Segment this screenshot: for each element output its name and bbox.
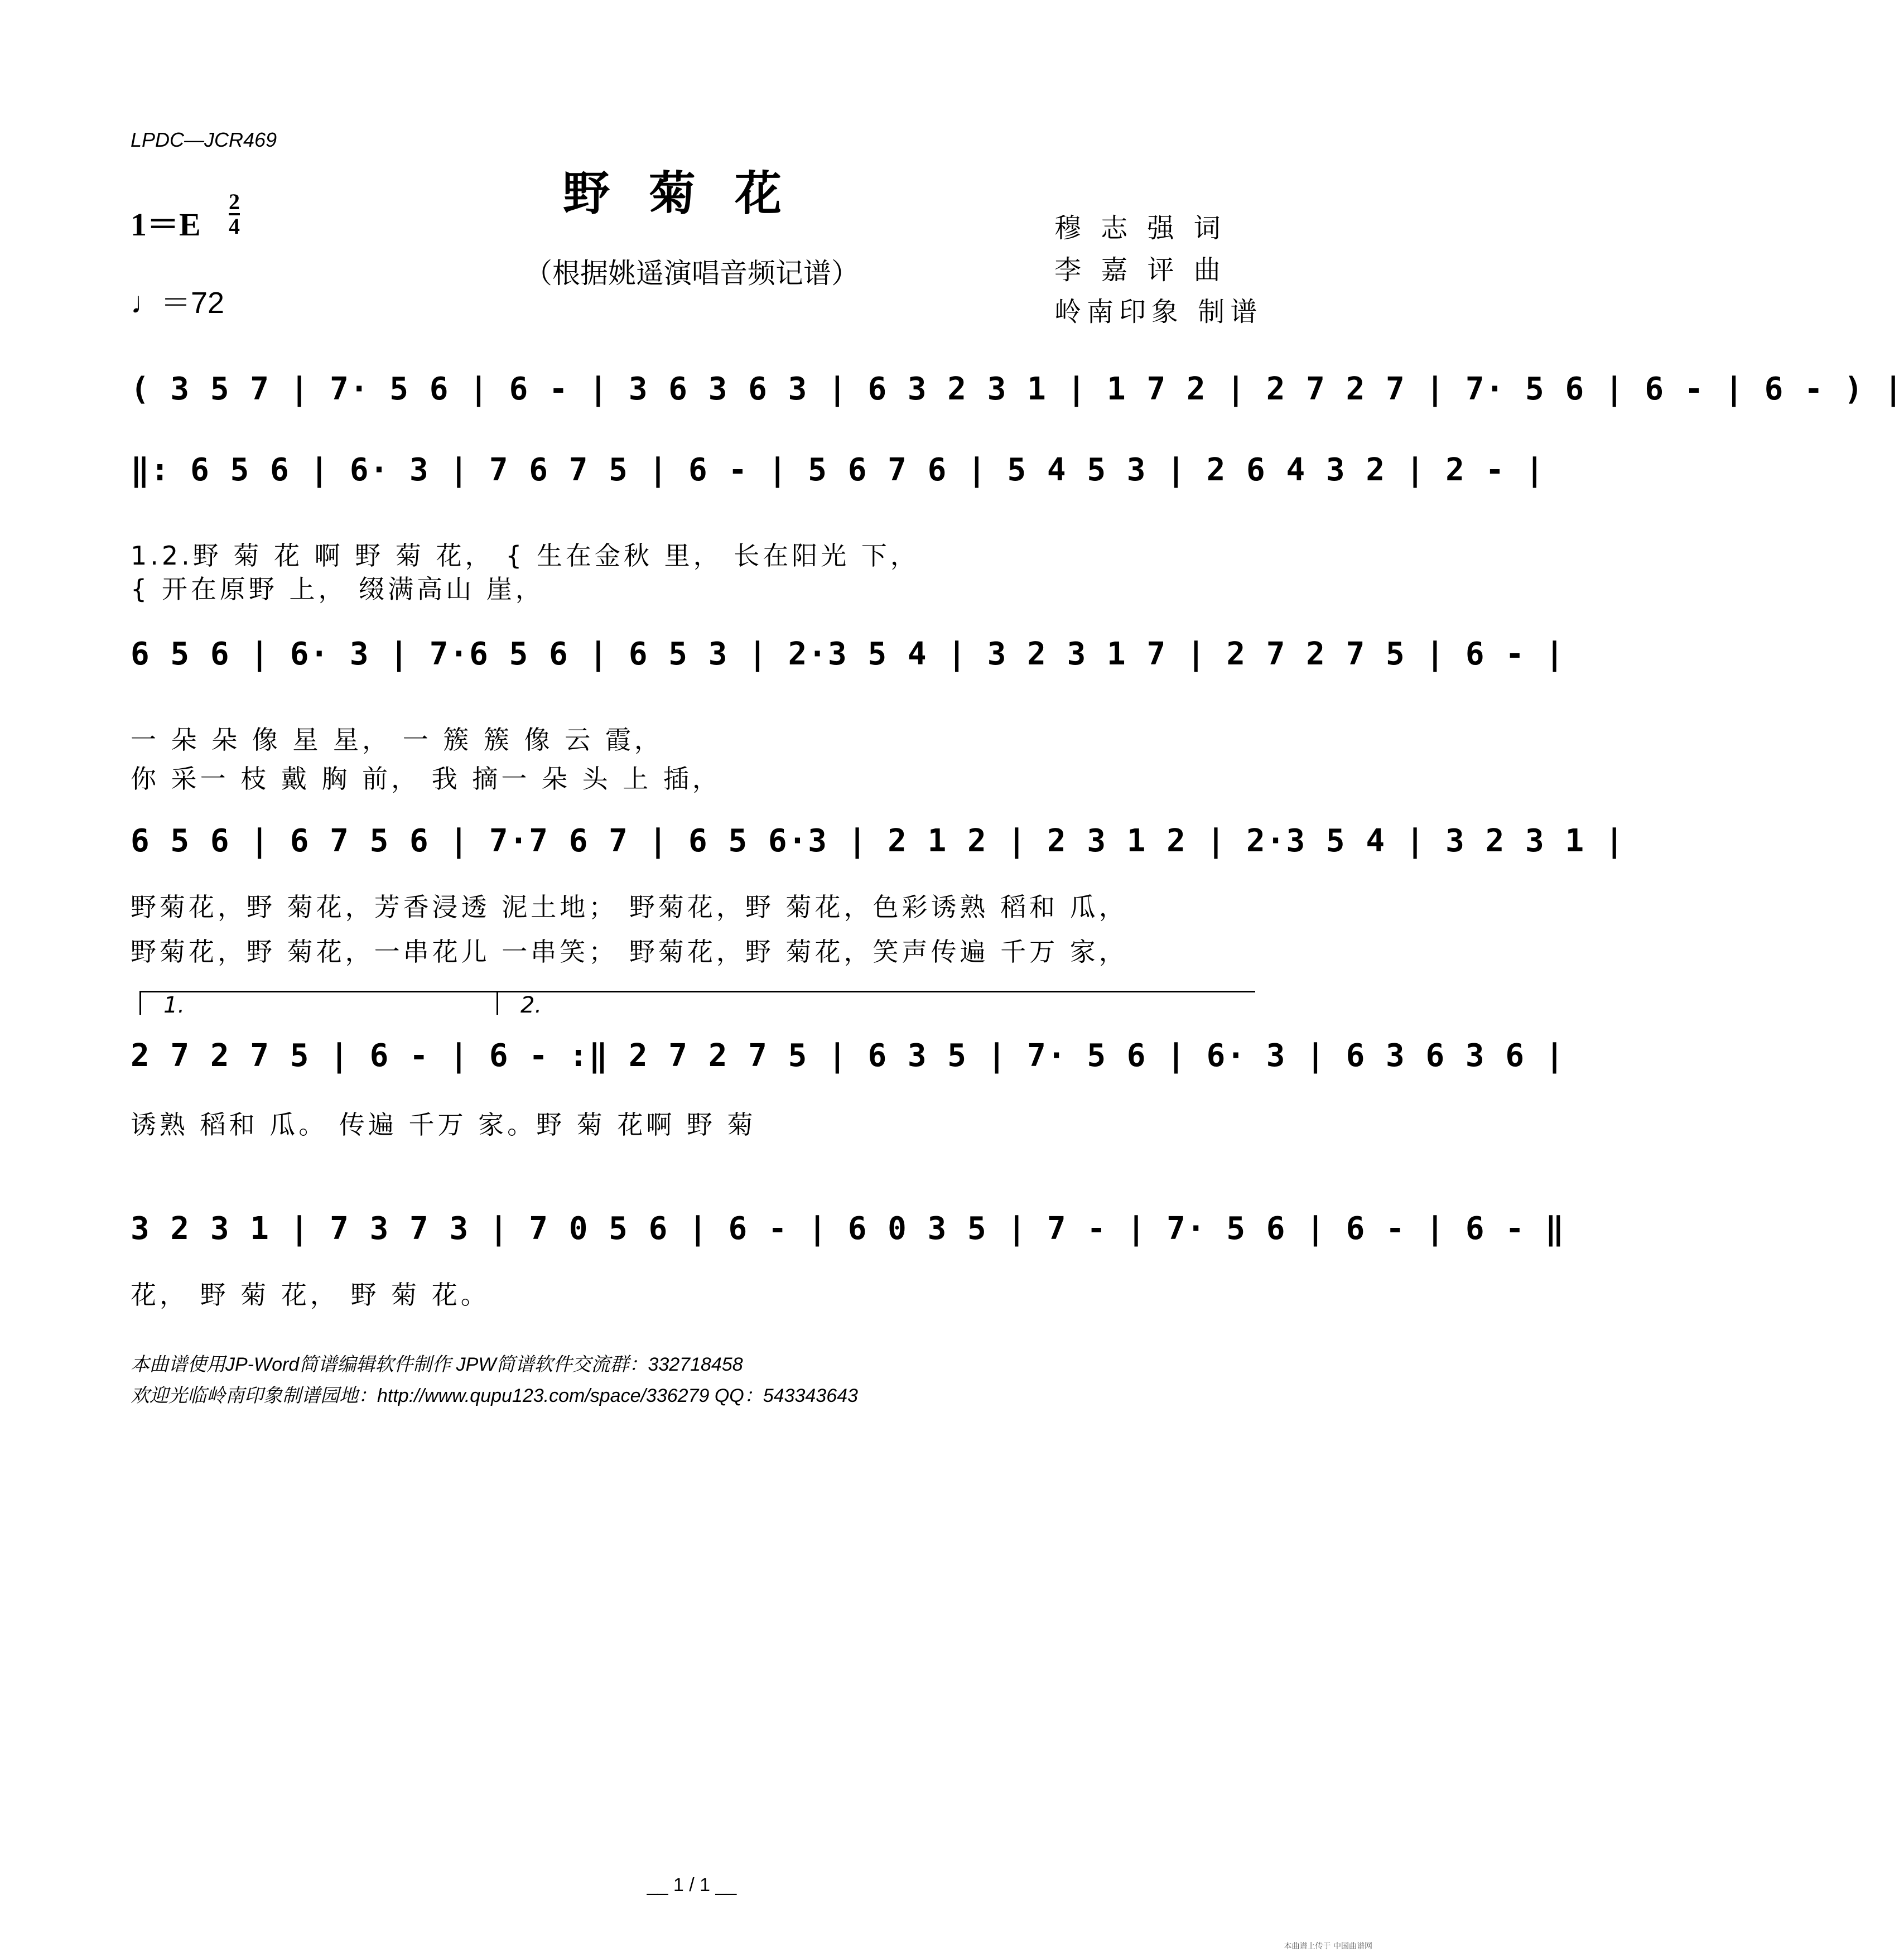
meter-top: 2 [229, 189, 240, 214]
meter-bottom: 4 [229, 214, 240, 239]
key-signature: 1＝E [131, 206, 201, 243]
credits [1054, 208, 1262, 333]
lyric-line: 野菊花，野 菊花，一串花儿 一串笑； 野菊花，野 菊花，笑声传遍 千万 家， [131, 937, 1128, 967]
page-title: 野菊花 [562, 166, 821, 221]
lyric-line: 野菊花，野 菊花，芳香浸透 泥土地； 野菊花，野 菊花，色彩诱熟 稻和 瓜， [131, 892, 1128, 922]
score-line-4: 6 5 6 | 6 7 5 6 | 7·7 6 7 | 6 5 6·3 | 2 1 2 | 2 3 1 2 | 2·3 5 4 | 3 2 3 1 | [131, 823, 1625, 859]
volta-first-ending: 1. [139, 992, 185, 1015]
lyric-line: 花， 野 菊 花， 野 菊 花。 [131, 1280, 490, 1310]
volta-brackets [139, 991, 1255, 1018]
lyric-line: 诱熟 稻和 瓜。 传遍 千万 家。野 菊 花啊 野 菊 [131, 1110, 756, 1140]
lyric-line: 一 朵 朵 像 星 星， 一 簇 簇 像 云 霞， [131, 725, 663, 755]
lyric-line: { 开在原野 上， 缀满高山 崖， [131, 574, 544, 604]
time-signature [229, 191, 240, 238]
tempo-marking: ♩＝72 [131, 286, 225, 320]
score-line-2: ‖: 6 5 6 | 6· 3 | 7 6 7 5 | 6 - | 5 6 7 6 | 5 4 5 3 | 2 6 4 3 2 | 2 - | [131, 452, 1545, 488]
arranger-credit: 岭南印象 制谱 [1054, 296, 1263, 327]
score-line-5: 2 7 2 7 5 | 6 - | 6 - :‖ 2 7 2 7 5 | 6 3 5 | 7· 5 6 | 6· 3 | 6 3 6 3 6 | [131, 1038, 1565, 1074]
score-line-6: 3 2 3 1 | 7 3 7 3 | 7 0 5 6 | 6 - | 6 0 3 5 | 7 - | 7· 5 6 | 6 - | 6 - ‖ [131, 1211, 1565, 1247]
lyricist-credit: 穆 志 强 词 [1054, 213, 1226, 244]
score-line-3: 6 5 6 | 6· 3 | 7·6 5 6 | 6 5 3 | 2·3 5 4 | 3 2 3 1 7 | 2 7 2 7 5 | 6 - | [131, 636, 1565, 672]
document-code: LPDC—JCR469 [131, 128, 277, 151]
lyric-line: 1.2.野 菊 花 啊 野 菊 花， { 生在金秋 里， 长在阳光 下， [131, 541, 919, 571]
subtitle: （根据姚遥演唱音频记谱） [524, 257, 859, 290]
footer-website-note: 欢迎光临岭南印象制谱园地：http://www.qupu123.com/space/336279 QQ：543343643 [131, 1385, 858, 1406]
composer-credit: 李 嘉 评 曲 [1054, 254, 1226, 286]
volta-second-ending: 2. [497, 992, 542, 1015]
lyric-line: 你 采一 枝 戴 胸 前， 我 摘一 朵 头 上 插， [131, 764, 721, 794]
score-line-1: ( 3 5 7 | 7· 5 6 | 6 - | 3 6 3 6 3 | 6 3 2 3 1 | 1 7 2 | 2 7 2 7 | 7· 5 6 | 6 - | 6 - ) | [131, 371, 1904, 407]
watermark: 本曲谱上传于 中国曲谱网 [1284, 1942, 1372, 1951]
page-number: __ 1 / 1 __ [647, 1874, 737, 1896]
footer-software-note: 本曲谱使用JP-Word简谱编辑软件制作 JPW简谱软件交流群：332718458 [131, 1354, 743, 1375]
